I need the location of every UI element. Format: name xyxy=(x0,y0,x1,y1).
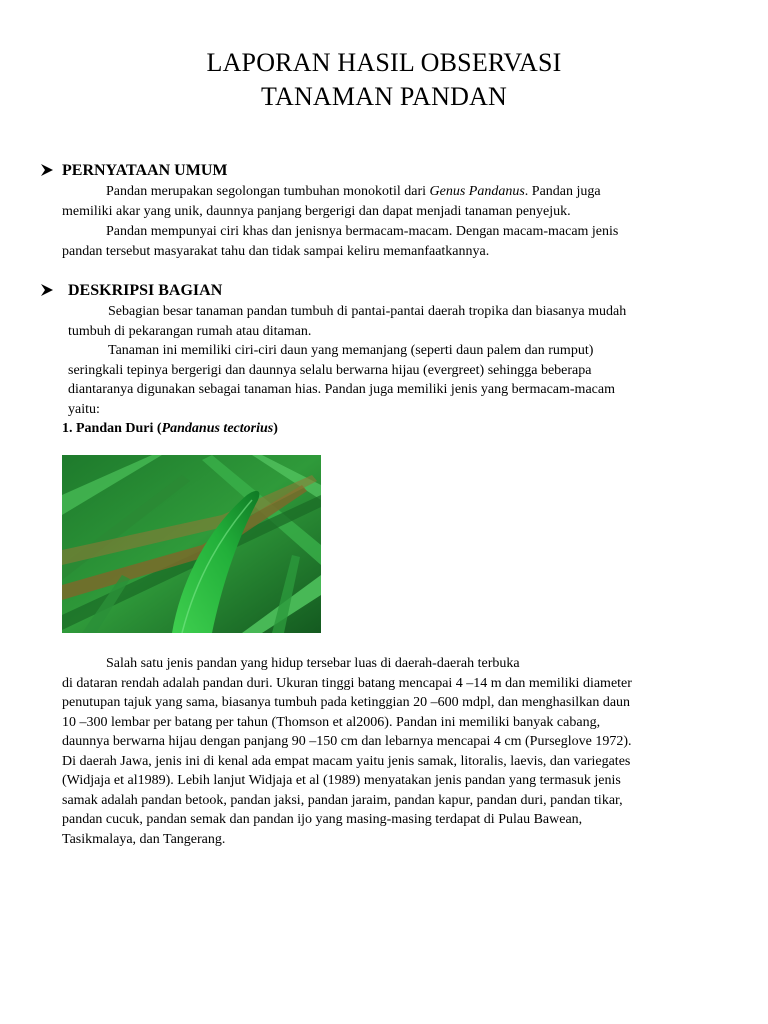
latin-name: Pandanus tectorius xyxy=(161,421,274,436)
paragraph-pernyataan-2: Pandan mempunyai ciri khas dan jenisnya bermacam-macam. Dengan macam-macam jenis pandan tersebut masyarakat tahu dan tidak sampai keliru memanfaatkannya. xyxy=(62,224,619,259)
paragraph-pandan-duri: Salah satu jenis pandan yang hidup tersebar luas di daerah-daerah terbuka di dataran rendah adalah pandan duri. Ukuran tinggi batang mencapai 4 –14 m dan memiliki diameter penutupan tajuk yang sama, biasanya tumbuh pada ketinggian 20 –600 mdpl, dan menghasilkan daun 10 –300 lembar per batang per tahun (Thomson et al2006). Pandan ini memiliki banyak cabang, daunnya berwarna hijau dengan panjang 90 –150 cm dan lebarnya mencapai 4 cm (Purseglove 1972). Di daerah Jawa, jenis ini di kenal ada empat macam yaitu jenis samak, litoralis, laevis, dan variegates (Widjaja et al1989). Lebih lanjut Widjaja et al (1989) menyatakan jenis pandan yang termasuk jenis samak adalah pandan betook, pandan jaksi, pandan jaraim, pandan kapur, pandan duri, pandan tikar, pandan cucuk, pandan semak dan pandan ijo yang masing-masing terdapat di Pulau Bawean, Tasikmalaya, dan Tangerang. xyxy=(62,656,632,847)
arrowhead-bullet-icon xyxy=(40,163,54,182)
paragraph-pernyataan-1: Pandan merupakan segolongan tumbuhan monokotil dari Genus Pandanus. Pandan juga memiliki akar yang unik, daunnya panjang bergerigi dan dapat menjadi tanaman penyejuk. xyxy=(62,184,601,219)
arrowhead-bullet-icon xyxy=(40,283,54,302)
list-item-pandan-duri: 1. Pandan Duri (Pandanus tectorius) xyxy=(62,421,278,436)
section-heading-pernyataan-umum: PERNYATAAN UMUM xyxy=(62,162,228,179)
title-line-1: LAPORAN HASIL OBSERVASI xyxy=(206,48,562,77)
pandan-leaf-photo xyxy=(62,455,321,633)
paragraph-deskripsi-1: Sebagian besar tanaman pandan tumbuh di pantai-pantai daerah tropika dan biasanya mudah tumbuh di pekarangan rumah atau ditaman. xyxy=(68,304,627,339)
genus-name: Genus Pandanus xyxy=(429,184,525,199)
title-line-2: TANAMAN PANDAN xyxy=(260,82,508,111)
paragraph-deskripsi-2: Tanaman ini memiliki ciri-ciri daun yang memanjang (seperti daun palem dan rumput) seringkali tepinya bergerigi dan daunnya selalu berwarna hijau (evergreet) sehingga beberapa diantaranya digunakan sebagai tanaman hias. Pandan juga memiliki jenis yang bermacam-macam yaitu: xyxy=(68,343,615,417)
section-heading-deskripsi-bagian: DESKRIPSI BAGIAN xyxy=(68,282,223,299)
